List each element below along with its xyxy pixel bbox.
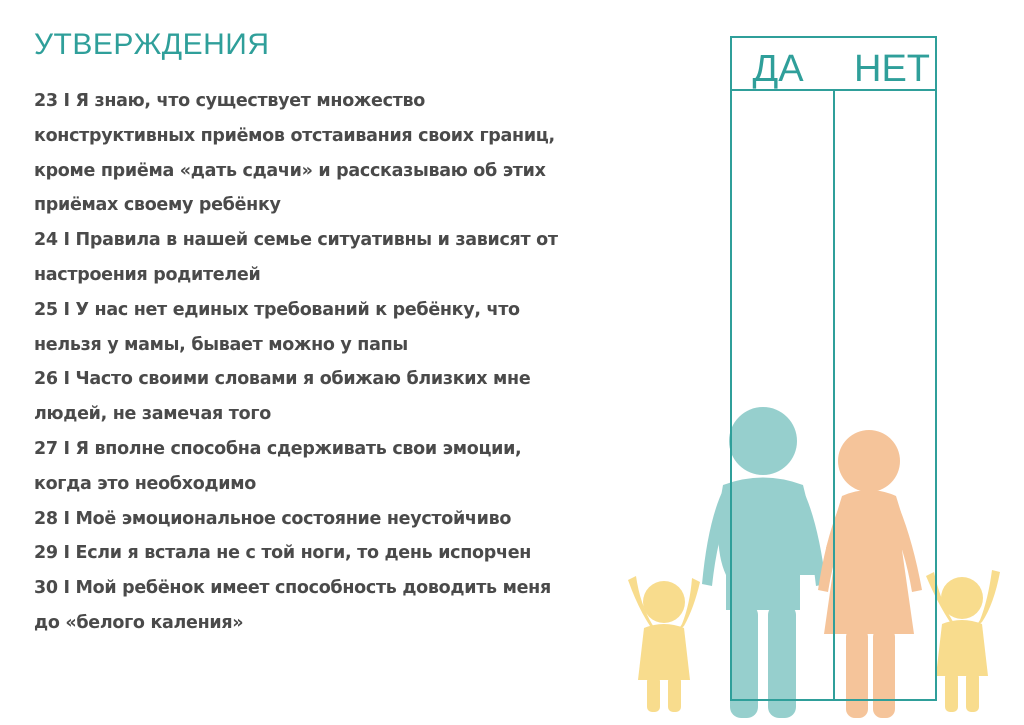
statement-line: 30 I Мой ребёнок имеет способность доводить меня [34,578,551,599]
statement-line: 27 I Я вполне способна сдерживать свои эмоции, [34,438,522,459]
statement-item [34,84,624,223]
statement-line: кроме приёма «дать сдачи» и рассказываю об этих [34,160,546,181]
answer-area [600,0,1024,725]
statement-line: 25 I У нас нет единых требований к ребёнку, что [34,299,520,320]
left-child-figure [628,576,700,712]
right-child-figure [926,570,1000,712]
statement-line: 24 I Правила в нашей семье ситуативны и зависят от [34,230,558,251]
statements-list [34,84,624,641]
statement-item [34,432,624,502]
statement-line: конструктивных приёмов отстаивания своих границ, [34,125,555,146]
statement-line: когда это необходимо [34,473,256,494]
statement-line: приёмах своему ребёнку [34,195,281,216]
no-column-header: НЕТ [854,48,930,90]
statement-item [34,362,624,432]
statement-line: 28 I Моё эмоциональное состояние неустойчиво [34,508,512,529]
family-figures-icon [628,407,1000,718]
yes-column-header: ДА [752,48,804,90]
statement-line: 26 I Часто своими словами я обижаю близких мне [34,369,531,390]
father-figure [702,407,826,718]
statement-item [34,536,624,571]
statement-item [34,223,624,293]
statement-line: настроения родителей [34,264,261,285]
statement-line: 23 I Я знаю, что существует множество [34,91,426,111]
statement-line: до «белого каления» [34,612,244,633]
statement-item [34,293,624,363]
statement-line: нельзя у мамы, бывает можно у папы [34,334,408,355]
page-title: УТВЕРЖДЕНИЯ [34,28,270,61]
statement-line: людей, не замечая того [34,404,271,425]
statement-item [34,571,624,641]
statement-line: 29 I Если я встала не с той ноги, то день испорчен [34,543,532,564]
statement-item [34,502,624,537]
